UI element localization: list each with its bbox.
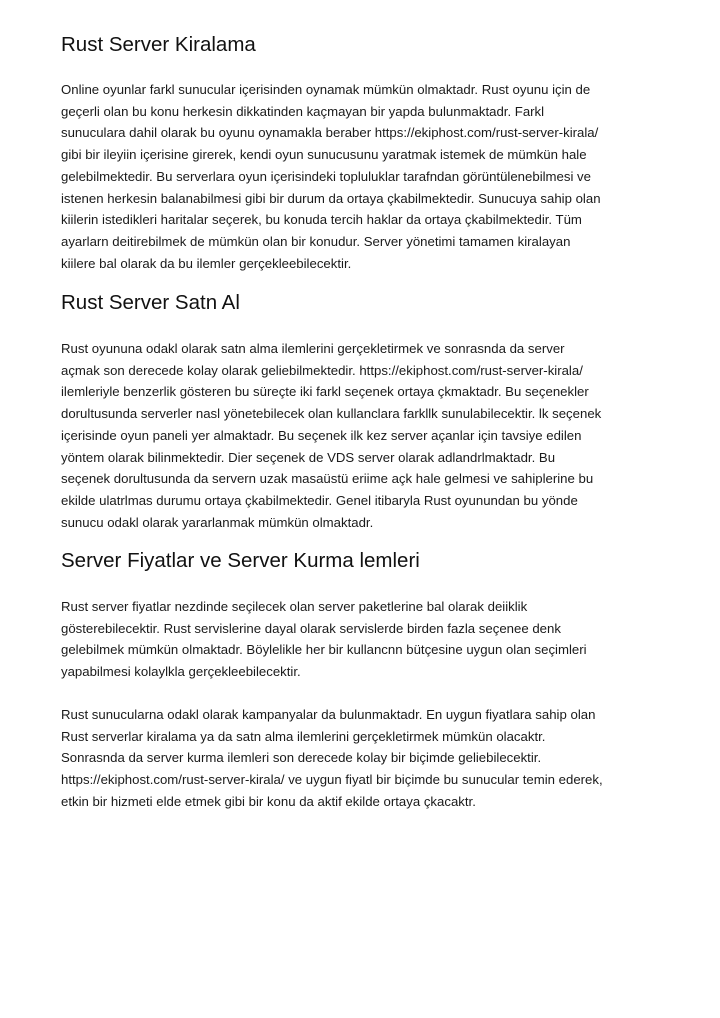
paragraph-line: Rust server fiyatlar nezdinde seçilecek olan server paketlerine bal olarak deiiklik [61,599,528,614]
paragraph-line: Rust oyununa odakl olarak satn alma ilemlerini gerçekletirmek ve sonrasnda da server [61,341,565,356]
paragraph-line: kiilere bal olarak da bu ilemler gerçekleebilecektir. [61,255,352,271]
paragraph-server-kampanyalar [61,704,603,813]
paragraph-line: dorultusunda serverler nasl yönetebilecek olan kullanclara farkllk sunulabilecektir. lk seçenek [61,406,602,422]
paragraph-server-fiyatlar [61,596,587,683]
paragraph-line: gösterebilecektir. Rust servislerine dayal olarak servislerde birden fazla seçenee denk [61,620,561,636]
paragraph-line: istenen herkesin balanabilmesi gibi bir durum da ortaya çkabilmektedir. Sunucuya sahip olan [61,190,601,206]
paragraph-line: içerisinde oyun paneli yer almaktadr. Bu seçenek ilk kez server açanlar için tavsiye edilen [61,427,582,443]
paragraph-line: etkin bir hizmeti elde etmek gibi bir konu da aktif ekilde ortaya çkacaktr. [61,793,476,809]
paragraph-line: geçerli olan bu konu herkesin dikkatinden kaçmayan bir yapda bulunmaktadr. Farkl [61,103,545,119]
paragraph-line: ayarlarn deitirebilmek de mümkün olan bir konudur. Server yönetimi tamamen kiralayan [61,233,571,249]
section-heading-rust-server-kiralama: Rust Server Kiralama [61,33,256,56]
paragraph-line: ekilde ulatrlmas durumu ortaya çkabilmektedir. Genel itibaryla Rust oyunundan bu yönde [61,492,578,508]
paragraph-line: ilemleriyle benzerlik gösteren bu süreçte iki farkl seçenek ortaya çkmaktadr. Bu seçenekler [61,384,589,400]
paragraph-line: kiilerin istedikleri haritalar seçerek, bu konuda tercih haklar da ortaya çkabilmektedir. Tüm [61,212,582,228]
paragraph-line: yöntem olarak bilinmektedir. Dier seçenek de VDS server olarak adlandrlmaktadr. Bu [61,449,556,465]
paragraph-rust-server-kiralama [61,79,601,274]
paragraph-line: yapabilmesi kolaylkla gerçekleebilecektir. [61,664,301,680]
paragraph-rust-server-satin-al [61,338,601,533]
section-heading-rust-server-satin-al: Rust Server Satn Al [61,291,240,314]
paragraph-line: sunuculara dahil olarak bu oyunu oynamakla beraber https://ekiphost.com/rust-server-kirala/ [61,125,599,141]
paragraph-line: Sonrasnda da server kurma ilemleri son derecede kolay bir biçimde geliebilecektir. [61,750,542,766]
paragraph-line: Rust serverlar kiralama ya da satn alma ilemlerini gerçekletirmek mümkün olacaktr. [61,728,546,744]
paragraph-line: seçenek dorultusunda da servern uzak masaüstü eriime açk hale gelmesi ve sahiplerine bu [61,471,594,487]
paragraph-line: gibi bir ileyiin içerisine girerek, kendi oyun sunucusunu yaratmak istemek de mümkün hale [61,147,587,163]
paragraph-line: https://ekiphost.com/rust-server-kirala/ ve uygun fiyatl bir biçimde bu sunucular temin ederek, [61,772,603,788]
paragraph-line: gelebilmek mümkün olmaktadr. Böylelikle her bir kullancnn bütçesine uygun olan seçimleri [61,642,587,658]
paragraph-line: sunucu odakl olarak yararlanmak mümkün olmaktadr. [61,514,374,530]
paragraph-line: açmak son derecede kolay olarak geliebilmektedir. https://ekiphost.com/rust-server-kirala/ [61,362,583,378]
paragraph-line: Online oyunlar farkl sunucular içerisinden oynamak mümkün olmaktadr. Rust oyunu için de [61,82,591,97]
section-heading-server-fiyatlar: Server Fiyatlar ve Server Kurma lemleri [61,549,420,572]
paragraph-line: Rust sunucularna odakl olarak kampanyalar da bulunmaktadr. En uygun fiyatlara sahip olan [61,707,596,722]
paragraph-line: gelebilmektedir. Bu serverlara oyun içerisindeki topluluklar tarafndan görüntülenebilmesi ve [61,168,591,184]
